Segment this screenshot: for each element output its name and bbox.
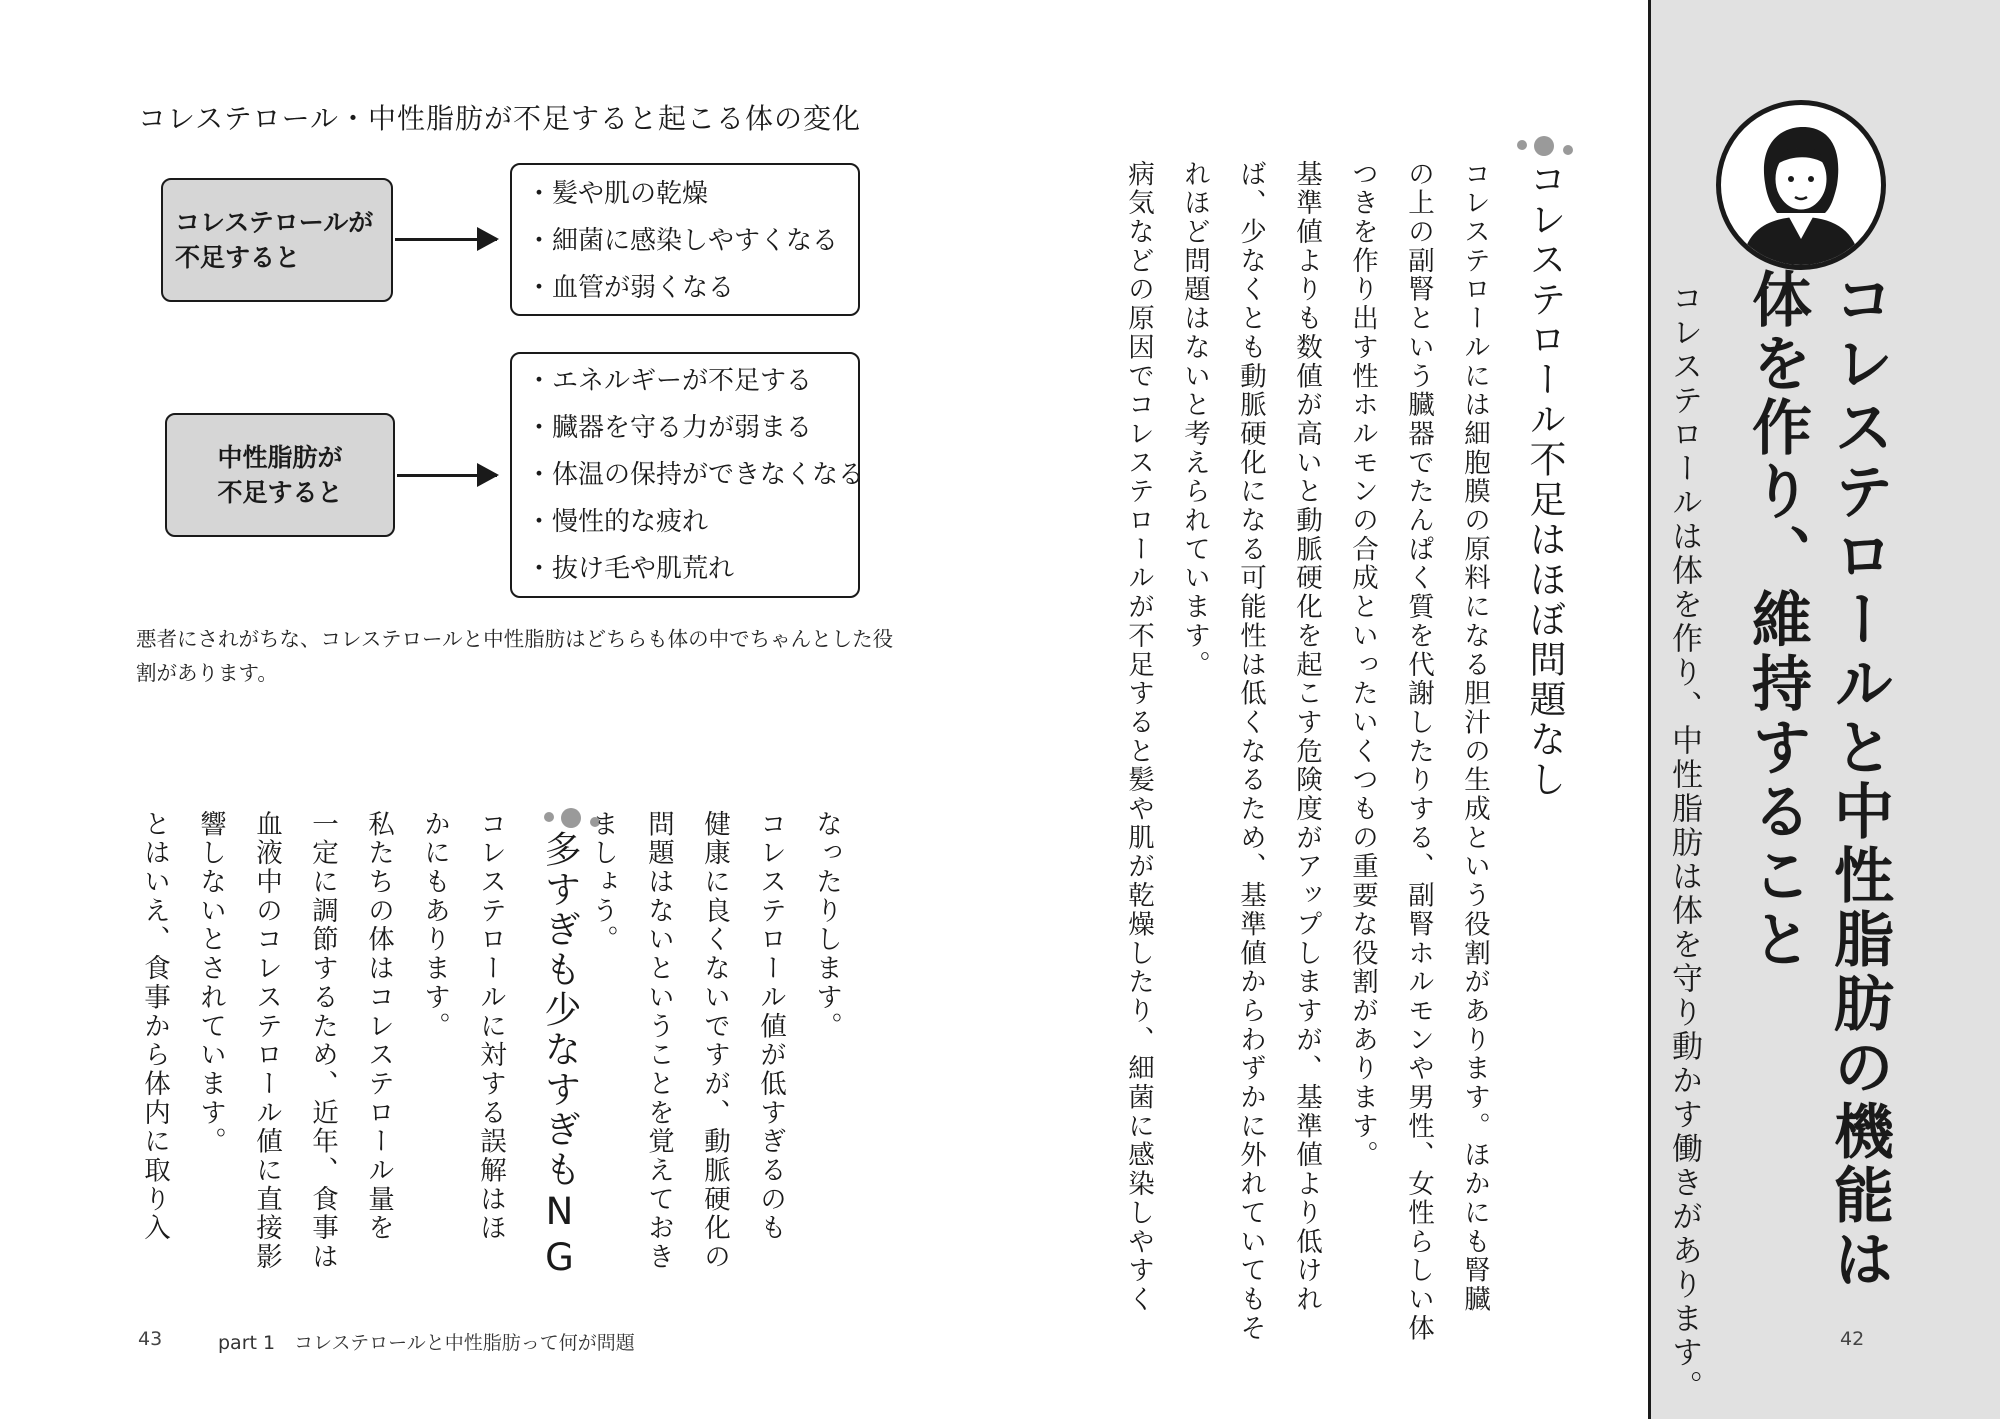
page-number-right: 42 <box>1840 1328 1865 1350</box>
body-text-right <box>1110 160 1502 1343</box>
text-column: 血液中のコレステロール値に直接影 <box>251 810 282 1272</box>
fat-deficit-box <box>165 413 395 537</box>
diagram-title: コレステロール・中性脂肪が不足すると起こる体の変化 <box>138 102 862 135</box>
effect-item: ・抜け毛や肌荒れ <box>526 554 735 584</box>
section-heading: コレステロール不足はほぼ問題なし <box>1523 160 1566 800</box>
text-column: コレステロール値が低すぎるのも <box>755 810 786 1243</box>
page-title-line-1: コレステロールと中性脂肪の機能は <box>1824 268 1894 1292</box>
text-column: つきを作り出す性ホルモンの合成といったいくつもの重要な役割があります。 <box>1347 160 1378 1170</box>
lead-text: コレステロールは体を作り、中性脂肪は体を守り動かす働きがあります。 <box>1666 282 1702 1404</box>
text-column: コレステロールには細胞膜の原料になる胆汁の生成という役割があります。ほかにも腎臓 <box>1459 160 1490 1314</box>
section-heading: 多すぎも少なすぎもNG <box>538 830 581 1282</box>
effect-item: ・髪や肌の乾燥 <box>526 179 709 209</box>
text-column: 健康に良くないですが、動脈硬化の <box>699 810 730 1272</box>
box-label-line: コレステロールが <box>175 208 374 237</box>
text-column: 私たちの体はコレステロール量を <box>363 810 394 1243</box>
text-column: かにもあります。 <box>419 810 450 1041</box>
box-label-line: 不足すると <box>217 478 343 507</box>
text-column: 問題はないということを覚えておき <box>643 810 674 1272</box>
text-column: れほど問題はないと考えられています。 <box>1179 160 1210 680</box>
body-text-left <box>126 810 854 1272</box>
cholesterol-effects-box <box>510 163 860 316</box>
box-label-line: 中性脂肪が <box>217 443 343 472</box>
text-column: 病気などの原因でコレステロールが不足すると髪や肌が乾燥したり、細菌に感染しやすく <box>1123 160 1154 1314</box>
effect-item: ・慢性的な疲れ <box>526 507 709 537</box>
effect-item: ・細菌に感染しやすくなる <box>526 226 839 256</box>
cholesterol-deficit-box <box>161 178 393 302</box>
column-gap <box>518 810 574 1260</box>
text-column: 基準値よりも数値が高いと動脈硬化を起こす危険度がアップしますが、基準値より低けれ <box>1291 160 1322 1314</box>
text-column: ば、少なくとも動脈硬化になる可能性は低くなるため、基準値からわずかに外れていてもそ <box>1235 160 1266 1343</box>
page-number-left: 43 <box>138 1328 163 1350</box>
arrow-right-icon <box>395 238 497 241</box>
effect-item: ・エネルギーが不足する <box>526 366 813 396</box>
woman-avatar-icon <box>1716 100 1886 270</box>
three-dots-icon <box>1512 134 1582 158</box>
page-title-line-2: 体を作り、維持すること <box>1742 268 1812 972</box>
diagram-caption: 悪者にされがちな、コレステロールと中性脂肪はどちらも体の中でちゃんとした役割があります。 <box>136 627 894 685</box>
box-label-line: 不足すると <box>175 243 301 272</box>
running-footer: part 1 コレステロールと中性脂肪って何が問題 <box>218 1332 635 1354</box>
arrow-right-icon <box>397 474 497 477</box>
page-title <box>1740 268 1900 1292</box>
effect-item: ・血管が弱くなる <box>526 273 735 303</box>
effect-item: ・臓器を守る力が弱まる <box>526 413 813 443</box>
text-column: 一定に調節するため、近年、食事は <box>307 810 338 1272</box>
effect-item: ・体温の保持ができなくなる <box>526 460 865 490</box>
text-column: とはいえ、食事から体内に取り入 <box>139 810 170 1243</box>
text-column: なったりします。 <box>811 810 842 1041</box>
text-column: の上の副腎という臓器でたんぱく質を代謝したりする、副腎ホルモンや男性、女性らしい体 <box>1403 160 1434 1343</box>
fat-effects-box <box>510 352 865 598</box>
text-column: ましょう。 <box>587 810 618 955</box>
text-column: 響しないとされています。 <box>195 810 226 1157</box>
text-column: コレステロールに対する誤解はほ <box>475 810 506 1243</box>
